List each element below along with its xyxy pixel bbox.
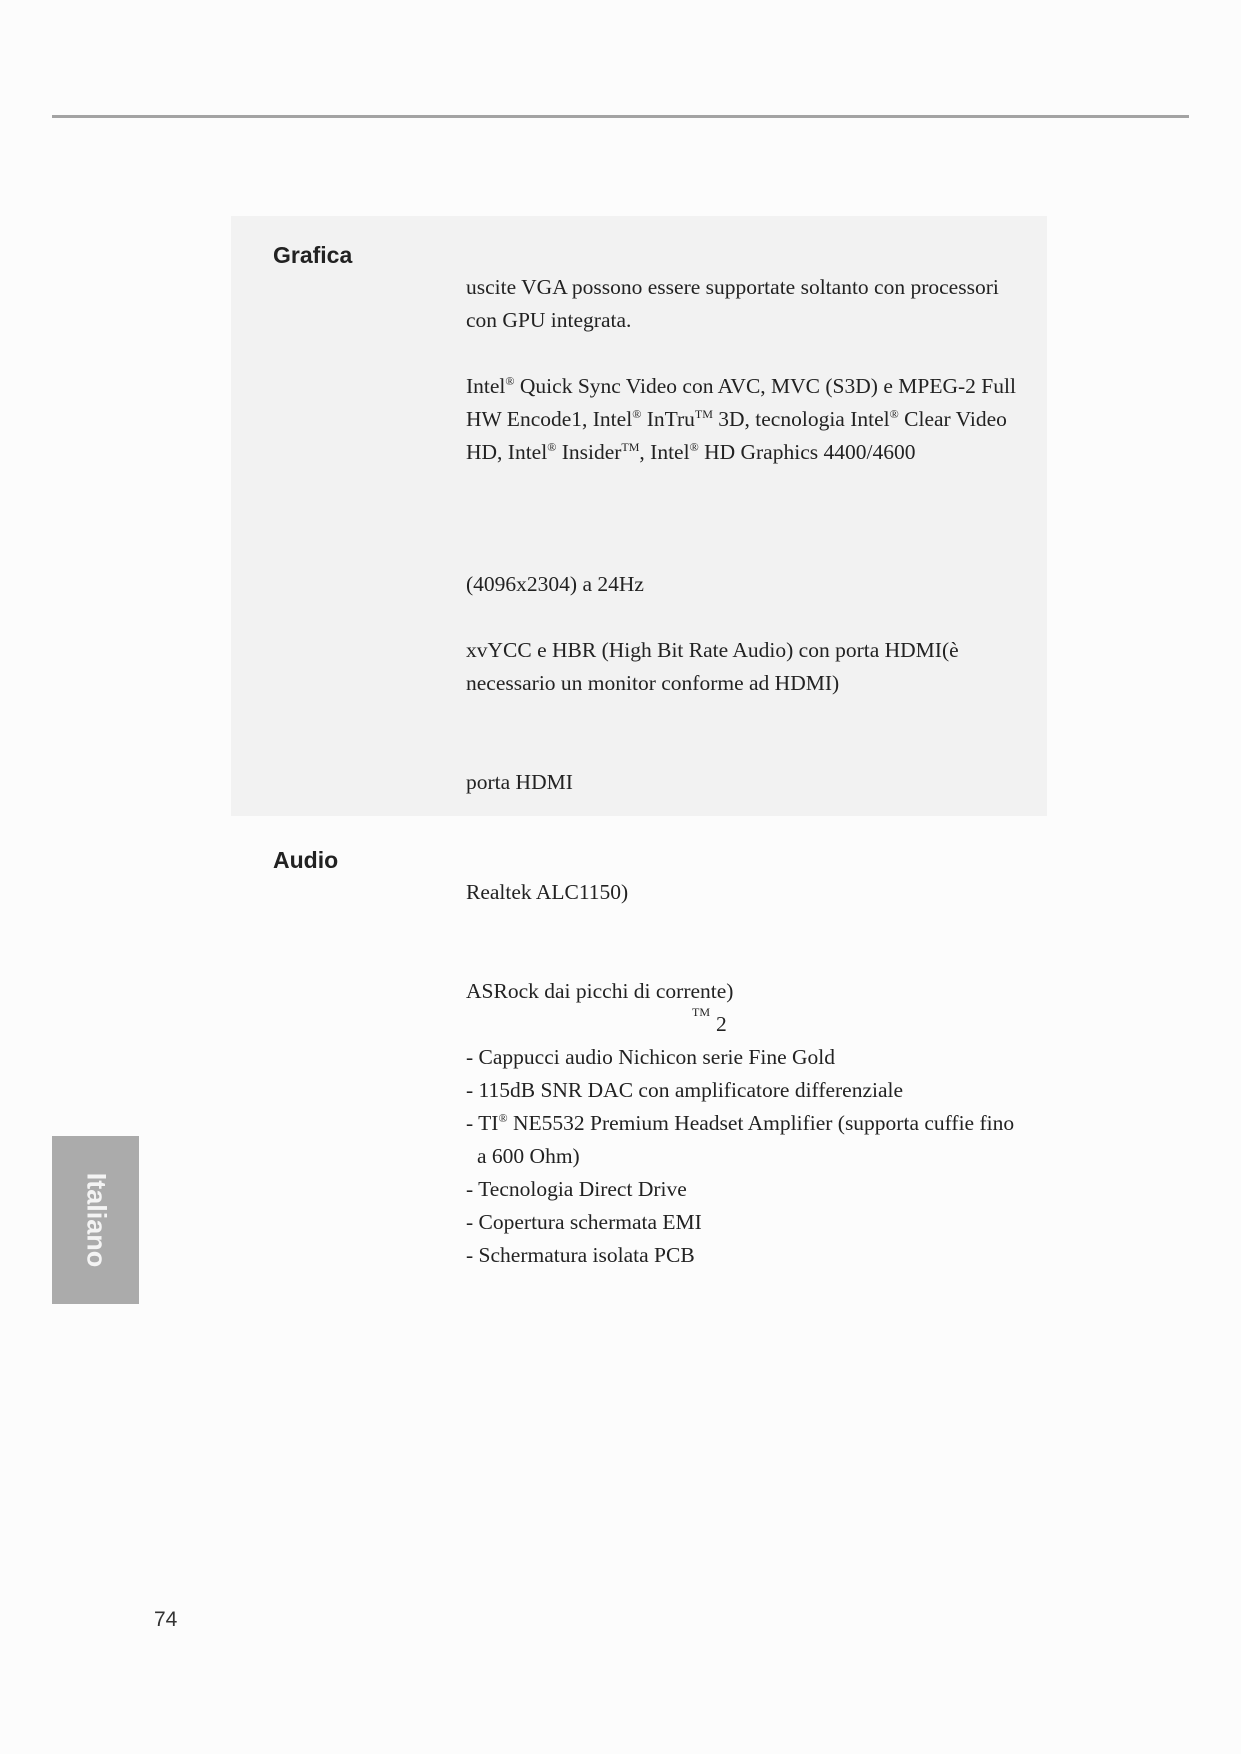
audio-trademark: TM	[692, 1005, 710, 1019]
audio-list-item: - Cappucci audio Nichicon serie Fine Gold	[466, 1045, 835, 1069]
audio-list-item: - Tecnologia Direct Drive	[466, 1177, 687, 1201]
grafica-heading: Grafica	[273, 242, 353, 268]
grafica-line: necessario un monitor conforme ad HDMI)	[466, 671, 840, 695]
page-number: 74	[154, 1608, 178, 1631]
audio-line: Realtek ALC1150)	[466, 880, 629, 904]
grafica-section-background	[231, 216, 1047, 816]
audio-line: 2	[716, 1012, 727, 1036]
grafica-line: (4096x2304) a 24Hz	[466, 572, 644, 596]
audio-list-item: - Copertura schermata EMI	[466, 1210, 702, 1234]
grafica-feature-line: HW Encode1, Intel® InTru™ 3D, tecnologia Intel® Clear Video	[466, 406, 1007, 431]
audio-line: ASRock dai picchi di corrente)	[466, 979, 734, 1003]
grafica-line: con GPU integrata.	[466, 308, 632, 332]
grafica-line: porta HDMI	[466, 770, 573, 794]
audio-list-item: - TI® NE5532 Premium Headset Amplifier (supporta cuffie fino	[466, 1110, 1015, 1135]
audio-heading: Audio	[273, 847, 339, 873]
audio-list-item: - Schermatura isolata PCB	[466, 1243, 695, 1267]
grafica-feature-line: HD, Intel® Insider™, Intel® HD Graphics 4400/4600	[466, 439, 916, 464]
grafica-line: xvYCC e HBR (High Bit Rate Audio) con porta HDMI(è	[466, 638, 959, 662]
grafica-line: uscite VGA possono essere supportate soltanto con processori	[466, 275, 999, 299]
audio-list-item: - 115dB SNR DAC con amplificatore differenziale	[466, 1078, 904, 1102]
language-side-tab	[52, 1136, 139, 1304]
header-rule	[52, 115, 1189, 118]
audio-list-item-continuation: a 600 Ohm)	[477, 1144, 580, 1168]
language-tab-label: Italiano	[81, 1172, 111, 1268]
grafica-feature-line: Intel® Quick Sync Video con AVC, MVC (S3D) e MPEG-2 Full	[466, 373, 1016, 398]
